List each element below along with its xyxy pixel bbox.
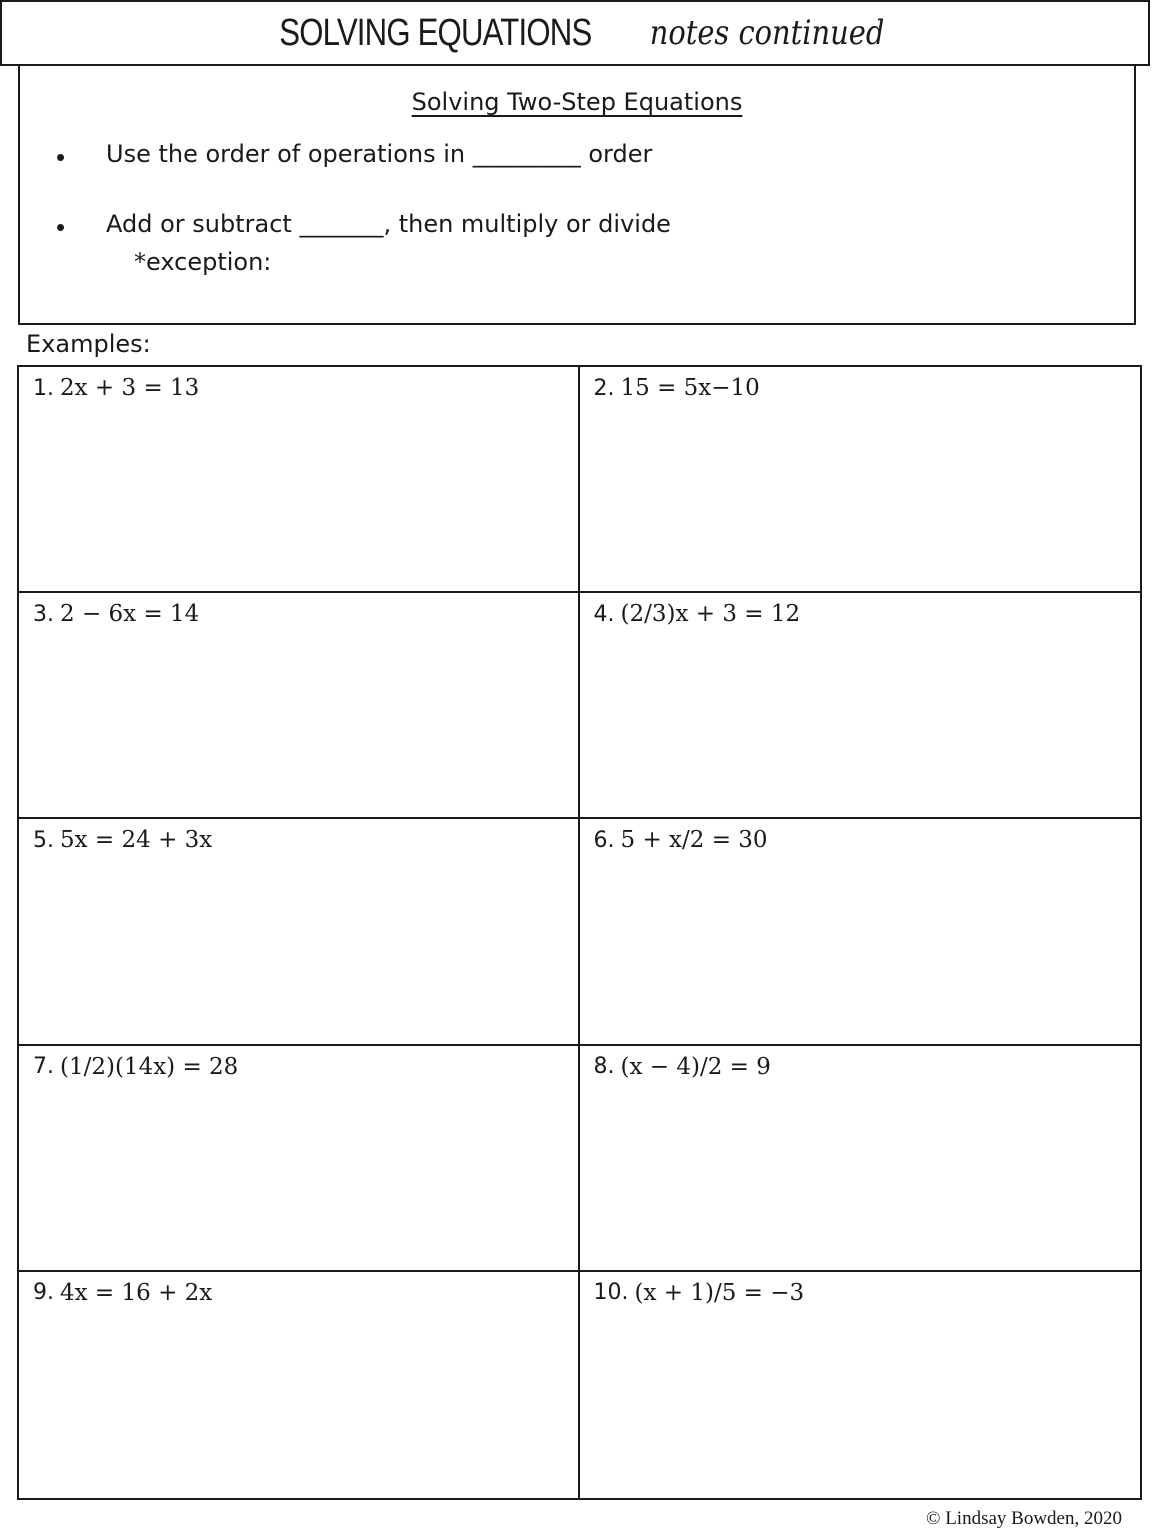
note-bullet-1: Use the order of operations in _________ order — [106, 140, 653, 168]
problem-cell-9 — [19, 1272, 580, 1498]
problem-equation: (2/3)x + 3 = 12 — [620, 601, 801, 628]
problem-7 — [33, 1054, 238, 1080]
problem-10 — [594, 1280, 805, 1306]
problem-number: 1. — [33, 375, 54, 401]
problem-equation: 15 = 5x−10 — [620, 375, 760, 401]
copyright-footer: © Lindsay Bowden, 2020 — [926, 1508, 1122, 1529]
examples-grid — [17, 365, 1142, 1500]
problem-number: 8. — [593, 1054, 615, 1080]
problem-equation: 2x + 3 = 13 — [60, 375, 200, 401]
page-title: SOLVING EQUATIONS — [278, 11, 592, 54]
problem-1 — [33, 375, 199, 401]
problem-equation: (x − 4)/2 = 9 — [620, 1053, 771, 1080]
problem-equation: 5 + x/2 = 30 — [620, 827, 768, 854]
problem-4 — [594, 601, 801, 627]
problem-equation: (1/2)(14x) = 28 — [60, 1053, 239, 1080]
problem-number: 6. — [593, 827, 615, 853]
problem-3 — [33, 601, 199, 627]
problem-cell-2 — [580, 367, 1141, 593]
notes-heading: Solving Two-Step Equations — [411, 88, 743, 116]
bullet-icon: • — [56, 212, 66, 242]
problem-6 — [594, 827, 768, 853]
problem-cell-5 — [19, 819, 580, 1045]
problem-9 — [33, 1280, 212, 1306]
problem-number: 2. — [593, 375, 615, 401]
problem-cell-10 — [580, 1272, 1141, 1498]
examples-label: Examples: — [26, 330, 151, 358]
problem-equation: (x + 1)/5 = −3 — [634, 1279, 805, 1306]
problem-cell-1 — [19, 367, 580, 593]
problem-cell-6 — [580, 819, 1141, 1045]
problem-equation: 2 − 6x = 14 — [60, 601, 200, 628]
problem-cell-3 — [19, 593, 580, 819]
problem-number: 10. — [593, 1280, 629, 1306]
notes-box — [18, 66, 1136, 325]
problem-cell-8 — [580, 1046, 1141, 1272]
page-subtitle: notes continued — [650, 13, 885, 53]
exception-note: *exception: — [134, 248, 272, 276]
problem-cell-7 — [19, 1046, 580, 1272]
problem-number: 3. — [33, 601, 54, 627]
problem-number: 9. — [33, 1280, 54, 1306]
problem-number: 4. — [593, 601, 615, 627]
problem-8 — [594, 1054, 771, 1080]
page-title-bar — [0, 0, 1150, 66]
problem-equation: 4x = 16 + 2x — [60, 1279, 213, 1306]
problem-number: 5. — [33, 827, 54, 853]
note-bullet-2: Add or subtract _______, then multiply or divide — [106, 210, 671, 238]
problem-equation: 5x = 24 + 3x — [60, 827, 213, 854]
bullet-icon: • — [56, 142, 66, 172]
problem-cell-4 — [580, 593, 1141, 819]
problem-2 — [594, 375, 760, 401]
problem-5 — [33, 827, 212, 853]
problem-number: 7. — [33, 1054, 54, 1080]
